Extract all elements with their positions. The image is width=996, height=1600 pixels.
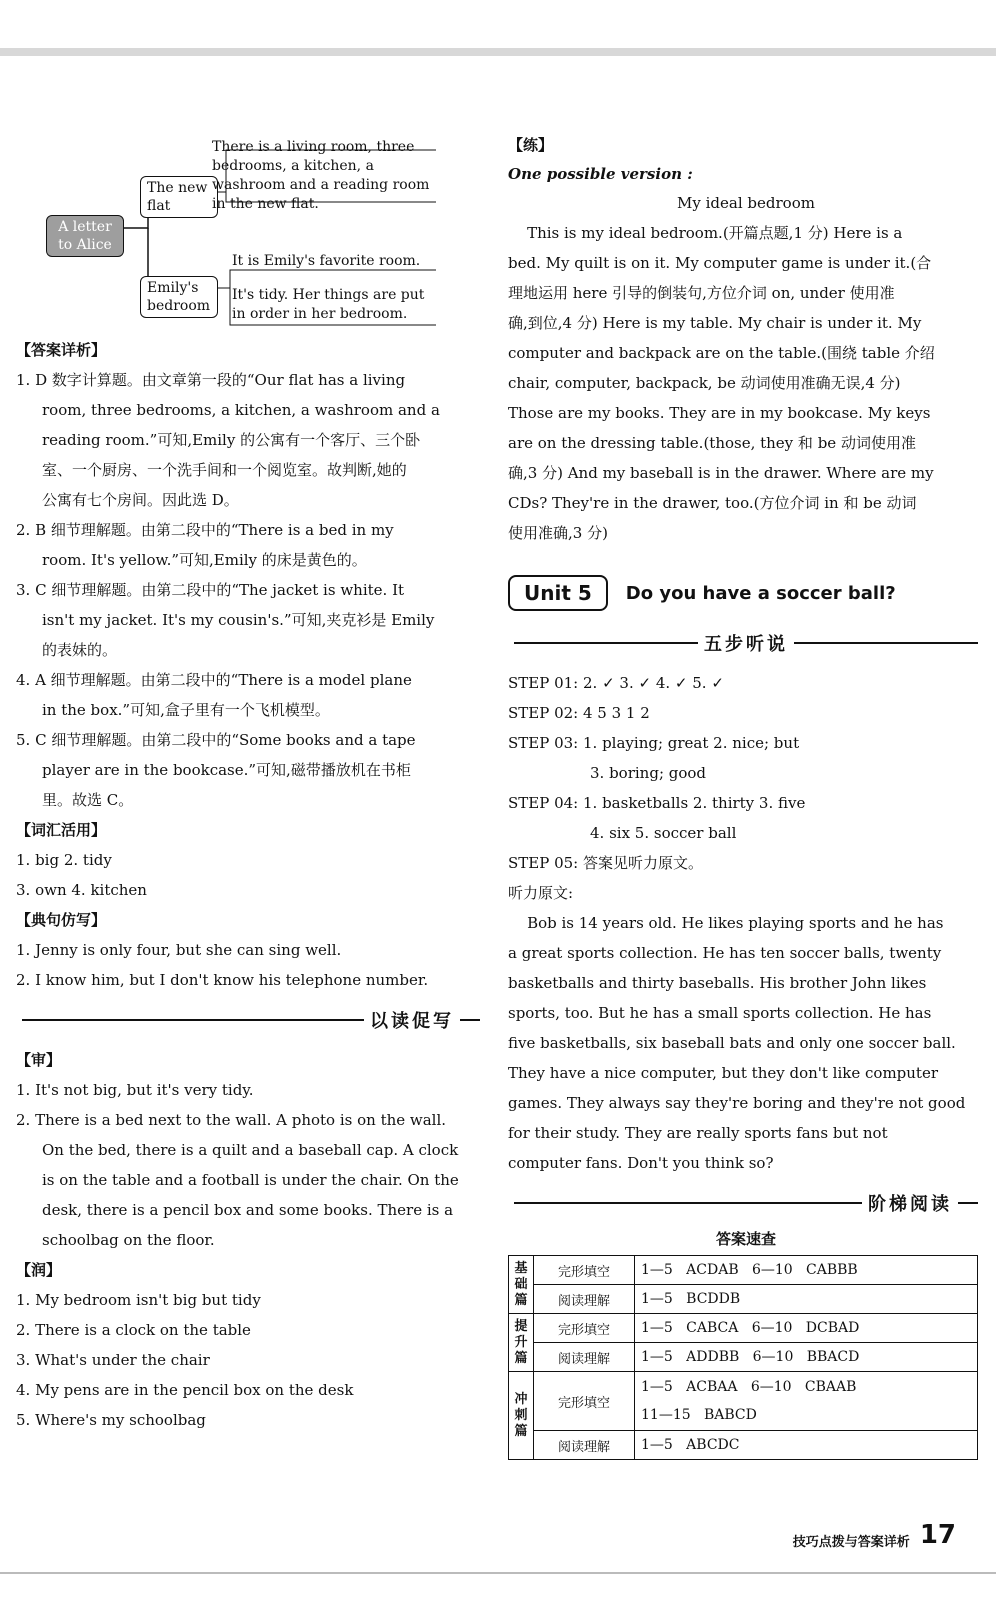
answer-line: 5. C 细节理解题。由第二段中的“Some books and a tape — [16, 731, 416, 749]
possible-version: One possible version : — [508, 165, 693, 183]
answer-line: 的表妹的。 — [42, 641, 118, 659]
step-line: 听力原文: — [508, 884, 574, 902]
step-line: 3. boring; good — [590, 764, 707, 782]
table-cell: 1—5 CABCA 6—10 DCBAD — [635, 1314, 978, 1343]
shen-line: schoolbag on the floor. — [42, 1231, 215, 1249]
answer-line: 室、一个厨房、一个洗手间和一个阅览室。故判断,她的 — [42, 461, 407, 479]
section-title: 五步听说 — [704, 634, 788, 655]
essay-line: bed. My quilt is on it. My computer game is under it.(合 — [508, 254, 932, 272]
answer-line: in the box.”可知,盒子里有一个飞机模型。 — [42, 701, 330, 719]
footer-text: 技巧点拨与答案详析 — [792, 1535, 910, 1550]
section-title: 以读促写 — [370, 1011, 454, 1032]
essay-line: 确,3 分) And my baseball is in the drawer. Where are my — [508, 464, 934, 482]
mind-bedroom-text1: It is Emily's favorite room. — [232, 253, 421, 269]
answers-heading: 【答案详析】 — [16, 341, 107, 359]
table-type: 完形填空 — [534, 1314, 635, 1343]
run-line: 2. There is a clock on the table — [16, 1321, 251, 1339]
section-rule — [958, 1202, 978, 1204]
essay-line: 确,到位,4 分) Here is my table. My chair is under it. My — [508, 314, 922, 332]
answer-line: 2. B 细节理解题。由第二段中的“There is a bed in my — [16, 521, 394, 539]
mind-bedroom-text2: It's tidy. Her things are put in order in her bedroom. — [232, 287, 425, 322]
listening-text — [508, 908, 984, 1178]
sentence-line: 1. Jenny is only four, but she can sing well. — [16, 941, 342, 959]
listening-line: basketballs and thirty baseballs. His brother John likes — [508, 974, 927, 992]
answers-list — [16, 365, 486, 815]
essay-line: are on the dressing table.(those, they 和 be 动词使用准 — [508, 434, 916, 452]
table-cell-line: 1—5 ACBAA 6—10 CBAAB — [641, 1379, 857, 1395]
essay — [508, 218, 984, 548]
step-line: STEP 02: 4 5 3 1 2 — [508, 704, 650, 722]
step-line: STEP 01: 2. ✓ 3. ✓ 4. ✓ 5. ✓ — [508, 674, 724, 692]
left-column — [16, 120, 486, 1435]
table-type: 完形填空 — [534, 1372, 635, 1431]
right-column — [508, 130, 984, 1460]
shen-heading: 【审】 — [16, 1051, 62, 1069]
table-type: 完形填空 — [534, 1256, 635, 1285]
listening-line: computer fans. Don't you think so? — [508, 1154, 774, 1172]
table-row — [509, 1372, 978, 1431]
section-rule — [460, 1019, 480, 1021]
answer-line: 里。故选 C。 — [42, 791, 134, 809]
mind-branch-bedroom: Emily's bedroom — [140, 276, 218, 318]
table-cell-line: 11—15 BABCD — [641, 1407, 757, 1423]
table-type: 阅读理解 — [534, 1431, 635, 1460]
essay-line: 理地运用 here 引导的倒装句,方位介词 on, under 使用准 — [508, 284, 895, 302]
essay-line: Those are my books. They are in my bookcase. My keys — [508, 404, 931, 422]
table-row — [509, 1314, 978, 1343]
quick-check-title: 答案速查 — [715, 1230, 776, 1248]
section-rule — [514, 642, 698, 644]
table-category: 提升篇 — [509, 1314, 534, 1372]
table-cell: 1—5 ADDBB 6—10 BBACD — [635, 1343, 978, 1372]
answer-line: 1. D 数字计算题。由文章第一段的“Our flat has a living — [16, 371, 406, 389]
vocab-line: 3. own 4. kitchen — [16, 881, 147, 899]
step-line: STEP 03: 1. playing; great 2. nice; but — [508, 734, 800, 752]
section-title: 阶梯阅读 — [868, 1194, 952, 1215]
run-heading: 【润】 — [16, 1261, 62, 1279]
answer-line: isn't my jacket. It's my cousin's.”可知,夹克衫是 Emily — [42, 611, 435, 629]
table-row — [509, 1256, 978, 1285]
unit-title: Do you have a soccer ball? — [625, 582, 896, 604]
page-footer — [793, 1520, 956, 1550]
essay-line: CDs? They're in the drawer, too.(方位介词 in 和 be 动词 — [508, 494, 917, 512]
shen-line: On the bed, there is a quilt and a baseball cap. A clock — [42, 1141, 459, 1159]
section-rule — [794, 642, 978, 644]
run-line: 3. What's under the chair — [16, 1351, 210, 1369]
table-cell — [635, 1372, 978, 1431]
listening-line: for their study. They are really sports fans but not — [508, 1124, 888, 1142]
table-row — [509, 1285, 978, 1314]
step-line: STEP 04: 1. basketballs 2. thirty 3. five — [508, 794, 806, 812]
table-type: 阅读理解 — [534, 1343, 635, 1372]
listening-line: games. They always say they're boring and they're not good — [508, 1094, 966, 1112]
section-rule — [22, 1019, 364, 1021]
page-number: 17 — [919, 1520, 956, 1550]
unit-banner — [508, 570, 984, 616]
run-line: 4. My pens are in the pencil box on the desk — [16, 1381, 354, 1399]
unit-label: Unit 5 — [508, 575, 608, 611]
top-rule — [0, 48, 996, 56]
run-line: 5. Where's my schoolbag — [16, 1411, 206, 1429]
essay-line: 使用准确,3 分) — [508, 524, 608, 542]
mind-branch-flat: The new flat — [140, 176, 218, 218]
vocab-line: 1. big 2. tidy — [16, 851, 112, 869]
lian-heading: 【练】 — [508, 136, 554, 154]
essay-line: This is my ideal bedroom.(开篇点题,1 分) Here is a — [508, 224, 903, 242]
bottom-rule — [0, 1572, 996, 1574]
section-ladder — [508, 1190, 984, 1216]
listening-line: sports, too. But he has a small sports collection. He has — [508, 1004, 932, 1022]
table-type: 阅读理解 — [534, 1285, 635, 1314]
answer-line: 公寓有七个房间。因此选 D。 — [42, 491, 239, 509]
table-cell: 1—5 BCDDB — [635, 1285, 978, 1314]
section-read-write — [16, 1007, 486, 1033]
essay-line: computer and backpack are on the table.(围绕 table 介绍 — [508, 344, 935, 362]
step-line: STEP 05: 答案见听力原文。 — [508, 854, 704, 872]
shen-line: 1. It's not big, but it's very tidy. — [16, 1081, 254, 1099]
mind-map — [16, 120, 486, 335]
listening-line: five basketballs, six baseball bats and only one soccer ball. — [508, 1034, 956, 1052]
answer-line: 4. A 细节理解题。由第二段中的“There is a model plane — [16, 671, 412, 689]
table-cell: 1—5 ACDAB 6—10 CABBB — [635, 1256, 978, 1285]
answer-line: room. It's yellow.”可知,Emily 的床是黄色的。 — [42, 551, 367, 569]
table-category: 冲刺篇 — [509, 1372, 534, 1460]
table-row — [509, 1343, 978, 1372]
run-line: 1. My bedroom isn't big but tidy — [16, 1291, 261, 1309]
sentence-heading: 【典句仿写】 — [16, 911, 107, 929]
section-listen — [508, 630, 984, 656]
sentence-line: 2. I know him, but I don't know his telephone number. — [16, 971, 429, 989]
vocab-heading: 【词汇活用】 — [16, 821, 107, 839]
section-rule — [514, 1202, 862, 1204]
mind-root: A letter to Alice — [46, 215, 124, 257]
table-row — [509, 1431, 978, 1460]
answer-line: reading room.”可知,Emily 的公寓有一个客厅、三个卧 — [42, 431, 421, 449]
essay-line: chair, computer, backpack, be 动词使用准确无误,4 分) — [508, 374, 901, 392]
mind-flat-text: There is a living room, three bedrooms, a kitchen, a washroom and a reading room in the new flat. — [212, 139, 430, 212]
listening-line: a great sports collection. He has ten soccer balls, twenty — [508, 944, 942, 962]
table-category: 基础篇 — [509, 1256, 534, 1314]
answer-line: room, three bedrooms, a kitchen, a washroom and a — [42, 401, 440, 419]
step-line: 4. six 5. soccer ball — [590, 824, 737, 842]
shen-line: desk, there is a pencil box and some books. There is a — [42, 1201, 454, 1219]
listening-line: Bob is 14 years old. He likes playing sports and he has — [508, 914, 944, 932]
essay-title: My ideal bedroom — [677, 194, 815, 212]
answer-line: player are in the bookcase.”可知,磁带播放机在书柜 — [42, 761, 411, 779]
table-cell: 1—5 ABCDC — [635, 1431, 978, 1460]
answer-line: 3. C 细节理解题。由第二段中的“The jacket is white. It — [16, 581, 405, 599]
answer-table — [508, 1255, 978, 1460]
listening-line: They have a nice computer, but they don't like computer — [508, 1064, 939, 1082]
shen-line: is on the table and a football is under the chair. On the — [42, 1171, 459, 1189]
shen-line: 2. There is a bed next to the wall. A photo is on the wall. — [16, 1111, 447, 1129]
